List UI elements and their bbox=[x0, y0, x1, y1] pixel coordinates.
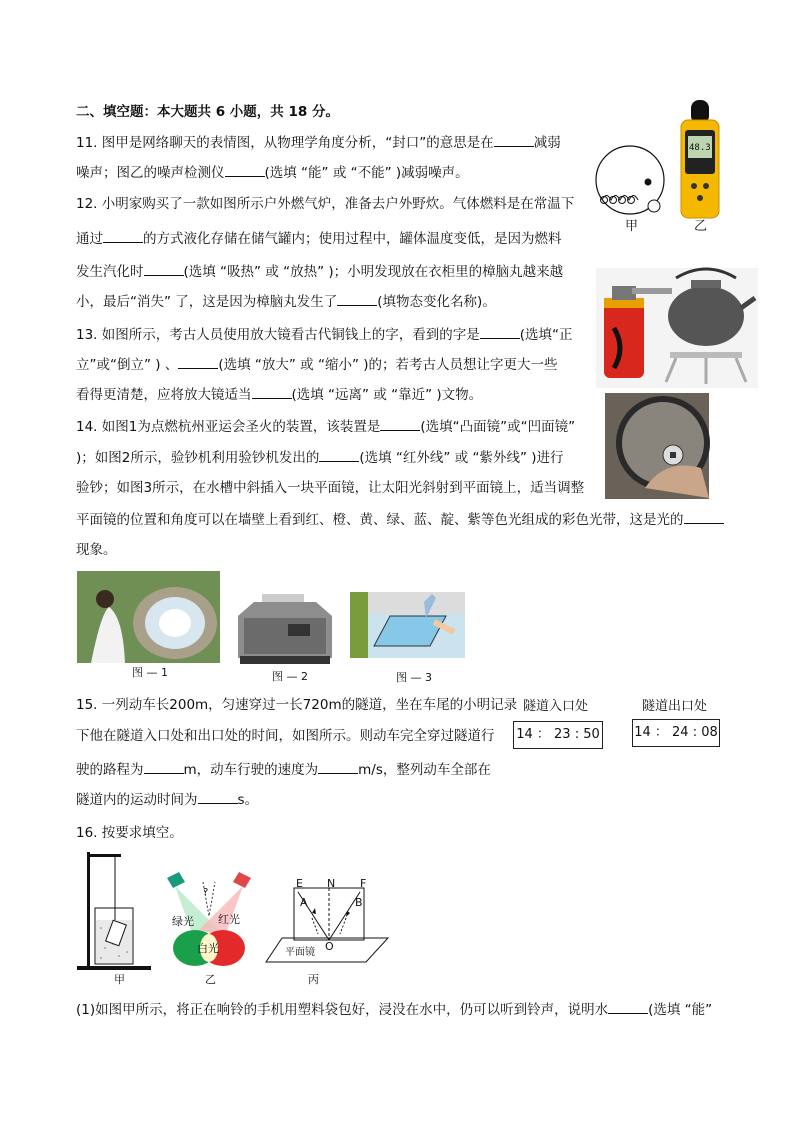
q13-line3 bbox=[76, 385, 482, 404]
gas-stove-figure bbox=[596, 268, 758, 388]
q15-line4 bbox=[76, 790, 258, 809]
q11-line2-tail: (选填 “能” 或 “不能” )减弱噪声。 bbox=[264, 165, 469, 181]
tunnel-entry-label: 隧道入口处 bbox=[523, 699, 589, 714]
fig1-caption: 图 — 1 bbox=[132, 666, 168, 679]
q13-line3-text: 看得更清楚，应将放大镜适当 bbox=[76, 387, 252, 403]
q14-line2 bbox=[76, 448, 564, 467]
q15-blank-3[interactable] bbox=[198, 790, 238, 804]
q11-line2 bbox=[76, 163, 469, 182]
point-n-label: N bbox=[327, 877, 336, 890]
q13-line1-tail: (选填“正 bbox=[519, 327, 573, 343]
fig2-caption: 图 — 2 bbox=[272, 670, 308, 683]
q14-blank-1[interactable] bbox=[380, 417, 420, 431]
q12-blank-1[interactable] bbox=[103, 229, 143, 243]
q14-line1-text: 14. 如图1为点燃杭州亚运会圣火的装置，该装置是 bbox=[76, 419, 381, 435]
q16-fig-b-label: 乙 bbox=[205, 973, 216, 986]
q11-fig-b-label: 乙 bbox=[694, 219, 708, 234]
q13-line2 bbox=[76, 355, 558, 374]
tunnel-exit-time: 14 ： 24 : 08 bbox=[632, 719, 720, 747]
q12-line2-tail: 的方式液化存储在储气罐内；使用过程中，罐体温度变低，是因为燃料 bbox=[143, 231, 562, 247]
point-f-label: F bbox=[360, 877, 367, 890]
q14-blank-3[interactable] bbox=[684, 510, 724, 524]
question-mark-label: ? bbox=[203, 887, 209, 898]
q11-fig-a-label: 甲 bbox=[625, 219, 639, 234]
q11-blank-1[interactable] bbox=[494, 133, 534, 147]
q12-line2-text: 通过 bbox=[76, 231, 103, 247]
q16-line1-tail: (选填 “能” bbox=[648, 1002, 713, 1018]
noise-meter-figure bbox=[678, 100, 722, 222]
q11-line1-tail: 减弱 bbox=[533, 135, 561, 151]
q12-line3-tail: (选填 “吸热” 或 “放热” )；小明发现放在衣柜里的樟脑丸越来越 bbox=[183, 264, 564, 280]
q12-line4 bbox=[76, 292, 496, 311]
tunnel-exit-label: 隧道出口处 bbox=[642, 699, 708, 714]
q11-line1-text: 11. 图甲是网络聊天的表情图，从物理学角度分析，“封口”的意思是在 bbox=[76, 135, 494, 151]
prism-water-figure bbox=[350, 592, 465, 658]
q14-line5: 现象。 bbox=[76, 542, 117, 558]
q11-line2-text: 噪声；图乙的噪声检测仪 bbox=[76, 165, 225, 181]
q13-blank-3[interactable] bbox=[252, 385, 292, 399]
q15-line3-tail: m/s，整列动车全部在 bbox=[358, 762, 491, 778]
q13-line1 bbox=[76, 325, 573, 344]
q13-blank-1[interactable] bbox=[480, 325, 520, 339]
q12-line3-text: 发生汽化时 bbox=[76, 264, 144, 280]
q13-line2-text: 立”或“倒立” ) 、 bbox=[76, 357, 179, 373]
fig3-caption: 图 — 3 bbox=[396, 671, 432, 684]
q16-line1 bbox=[76, 1000, 712, 1019]
q15-blank-2[interactable] bbox=[318, 760, 358, 774]
q14-line1-tail: (选填“凸面镜”或“凹面镜” bbox=[420, 419, 576, 435]
q14-line3: 验钞；如图3所示，在水槽中斜插入一块平面镜，让太阳光斜射到平面镜上，适当调整 bbox=[76, 480, 585, 496]
q12-line4-tail: (填物态变化名称)。 bbox=[377, 294, 496, 310]
q12-blank-2[interactable] bbox=[144, 262, 184, 276]
point-e-label: E bbox=[296, 877, 303, 890]
q11-blank-2[interactable] bbox=[225, 163, 265, 177]
red-light-label: 红光 bbox=[218, 913, 240, 926]
q14-line2-text: )；如图2所示，验钞机利用验钞机发出的 bbox=[76, 450, 320, 466]
q13-blank-2[interactable] bbox=[178, 355, 218, 369]
q12-line3 bbox=[76, 262, 563, 281]
point-b-label: B bbox=[355, 896, 363, 909]
q16-blank-1[interactable] bbox=[608, 1000, 648, 1014]
emoji-face-figure bbox=[594, 140, 674, 230]
beaker-stand-figure bbox=[75, 848, 155, 972]
q12-line2 bbox=[76, 229, 562, 248]
q15-line1: 15. 一列动车长200m，匀速穿过一长720m的隧道，坐在车尾的小明记录 bbox=[76, 697, 518, 713]
q13-line2-tail: (选填 “放大” 或 “缩小” )的；若考古人员想让字更大一些 bbox=[218, 357, 558, 373]
q16-heading: 16. 按要求填空。 bbox=[76, 825, 183, 841]
q16-fig-a-label: 甲 bbox=[114, 973, 125, 986]
q12-blank-3[interactable] bbox=[337, 292, 377, 306]
q16-line1-text: (1)如图甲所示，将正在响铃的手机用塑料袋包好，浸没在水中，仍可以听到铃声，说明水 bbox=[76, 1002, 609, 1018]
q14-line1 bbox=[76, 417, 575, 436]
plane-mirror-label: 平面镜 bbox=[285, 947, 315, 958]
q14-line2-tail: (选填 “红外线” 或 “紫外线” )进行 bbox=[359, 450, 564, 466]
q14-blank-2[interactable] bbox=[319, 448, 359, 462]
q12-line1: 12. 小明家购买了一款如图所示户外燃气炉，准备去户外野炊。气体燃料是在常温下 bbox=[76, 196, 575, 212]
meter-reading: 48.3 bbox=[689, 143, 711, 153]
point-o-label: O bbox=[325, 940, 334, 953]
q15-line4-text: 隧道内的运动时间为 bbox=[76, 792, 198, 808]
white-light-label: 白光 bbox=[197, 942, 219, 955]
q14-line4 bbox=[76, 510, 724, 529]
magnifier-coin-figure bbox=[605, 393, 709, 499]
section-heading: 二、填空题：本大题共 6 小题，共 18 分。 bbox=[76, 104, 339, 120]
q16-fig-c-label: 丙 bbox=[308, 973, 319, 986]
q11-line1 bbox=[76, 133, 561, 152]
q13-line1-text: 13. 如图所示，考古人员使用放大镜看古代铜钱上的字，看到的字是 bbox=[76, 327, 480, 343]
q15-line4-tail: s。 bbox=[237, 792, 259, 808]
q15-line3-text: 驶的路程为 bbox=[76, 762, 144, 778]
q15-line3-mid: m，动车行驶的速度为 bbox=[183, 762, 319, 778]
q15-blank-1[interactable] bbox=[144, 760, 184, 774]
q12-line4-text: 小，最后“消失” 了，这是因为樟脑丸发生了 bbox=[76, 294, 338, 310]
tunnel-entry-time: 14 ： 23 : 50 bbox=[513, 721, 603, 749]
q13-line3-tail: (选填 “远离” 或 “靠近” )文物。 bbox=[291, 387, 483, 403]
q15-line2: 下他在隧道入口处和出口处的时间，如图所示。则动车完全穿过隧道行 bbox=[76, 728, 495, 744]
money-counter-figure bbox=[232, 594, 338, 666]
point-a-label: A bbox=[300, 896, 308, 909]
q14-line4-text: 平面镜的位置和角度可以在墙壁上看到红、橙、黄、绿、蓝、靛、紫等色光组成的彩色光带，这是光的 bbox=[76, 512, 684, 528]
torch-mirror-figure bbox=[77, 571, 220, 663]
q15-line3 bbox=[76, 760, 491, 779]
green-light-label: 绿光 bbox=[172, 915, 194, 928]
